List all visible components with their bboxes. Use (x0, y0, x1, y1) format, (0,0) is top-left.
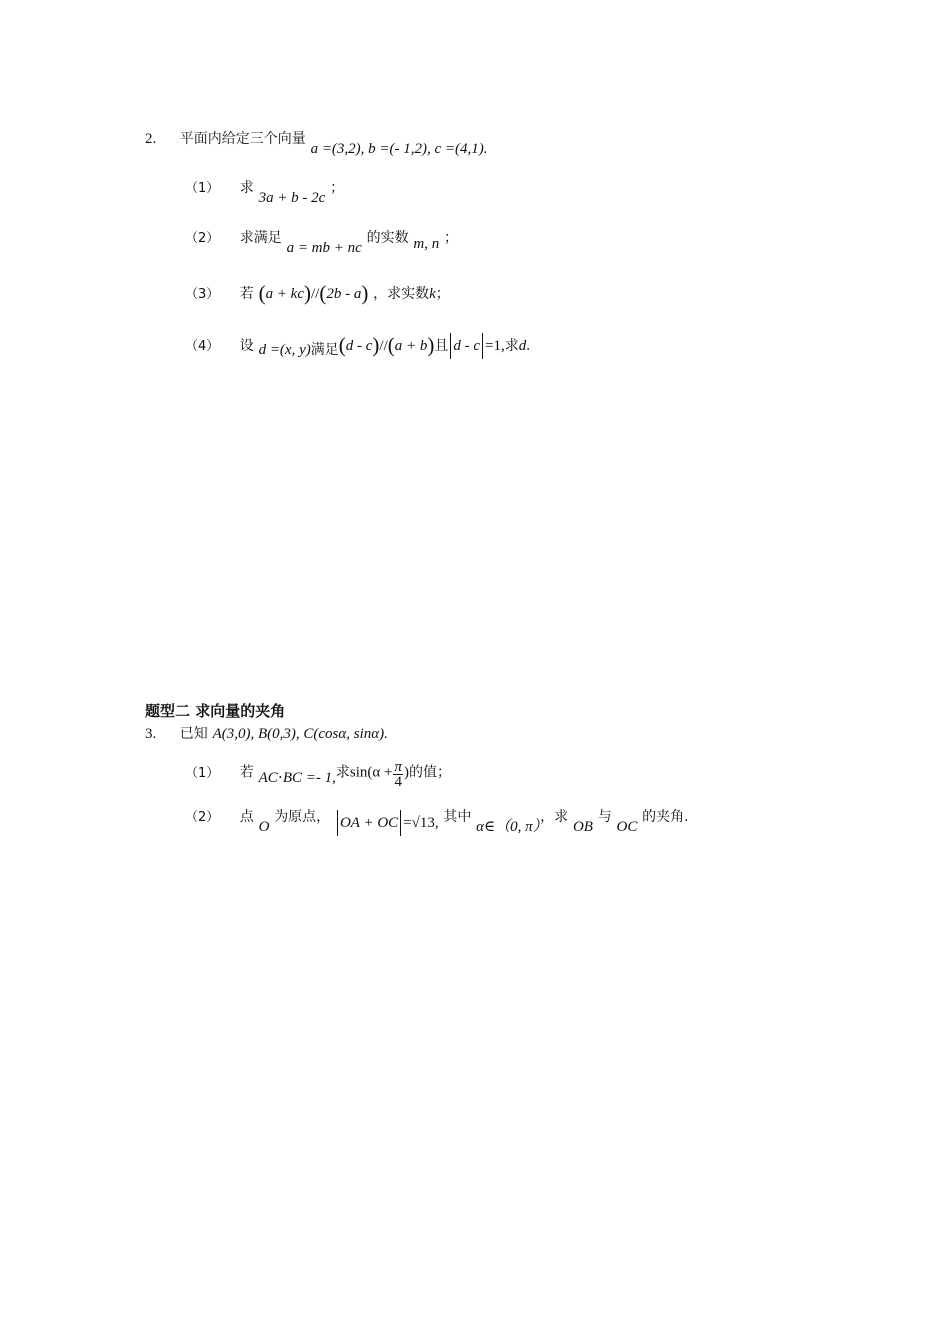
q3-part-2-range: α∈（0, π） (476, 819, 541, 835)
q2-part-3-end: ； (435, 286, 450, 302)
q2-part-2-end: ； (443, 230, 458, 246)
q3-part-2-with: 与 (597, 809, 612, 825)
q3-points: A(3,0), B(0,3), C(cosα, sinα). (212, 726, 388, 742)
q3-number: 3. (145, 726, 157, 742)
q2-part-2-vars: m, n (413, 236, 440, 252)
q2-stem (145, 128, 488, 157)
q2-part-3-label: （3） (185, 287, 220, 302)
q3-part-2-label: （2） (185, 810, 220, 825)
q3-part-2-abs: OA + OC (339, 815, 399, 831)
q3-part-1-close: ) (404, 764, 409, 781)
q2-part-2-expr: a = mb + nc (286, 240, 362, 256)
q2-part-4-expr2: a + b (394, 338, 428, 354)
q2-part-4-mid2: 且 (434, 338, 449, 354)
fraction-numerator: π (394, 759, 402, 775)
q2-part-2-mid: 的实数 (366, 230, 409, 246)
section-title: 题型二 求向量的夹角 (145, 702, 286, 720)
q2-part-1 (185, 177, 345, 206)
q2-stem-text: 平面内给定三个向量 (179, 131, 306, 147)
q3-part-2-eq: =√13, (403, 815, 439, 831)
q2-part-3-tail: ，求实数 (373, 286, 430, 302)
q2-part-1-label: （1） (185, 181, 220, 196)
q2-part-3-expr1: a + kc (265, 286, 304, 302)
q3-part-2-mid2: 其中 (443, 809, 472, 825)
q2-part-4-text: 设 (239, 338, 254, 354)
q2-part-3-var: k (429, 286, 436, 302)
q3-part-2-mid3: ，求 (540, 809, 569, 825)
q2-part-4: （4） 设 d =(x, y)满足(d - c)//(a + b)且 d - c =1,求d. (185, 333, 530, 358)
q3-part-1-tail: 的值； (409, 764, 451, 781)
q2-part-4-def: d =(x, y) (258, 342, 311, 358)
q2-part-1-end: ； (330, 180, 345, 196)
q2-part-4-parallel: // (379, 338, 388, 354)
q2-part-3-expr2: 2b - a (326, 286, 362, 302)
q2-part-4-label: （4） (185, 339, 220, 354)
q2-part-2 (185, 227, 458, 256)
q3-part-1-text: 若 (239, 764, 254, 781)
q2-part-3-parallel: // (311, 286, 320, 302)
q3-stem (145, 723, 388, 744)
q3-part-1 (185, 758, 451, 790)
q2-part-3-text: 若 (239, 286, 254, 302)
q2-part-4-mid1: 满足 (310, 342, 339, 358)
q3-part-2-OC: OC (616, 819, 638, 835)
q3-part-1-cond: AC⋅BC =- 1, (258, 769, 336, 786)
q2-part-2-text: 求满足 (239, 230, 282, 246)
q3-part-1-ask: 求 (335, 764, 350, 781)
fraction-denominator: 4 (394, 774, 402, 790)
q2-part-4-var: d (518, 338, 527, 354)
q2-part-4-end: . (526, 338, 530, 354)
q2-part-4-eq: =1, (485, 338, 505, 354)
q3-part-2-O: O (258, 819, 270, 835)
q2-part-4-expr3: d - c (453, 338, 481, 354)
q2-part-3: （3） 若 (a + kc)//(2b - a) ，求实数k； (185, 281, 450, 305)
q3-part-1-label: （1） (185, 765, 220, 781)
q3-stem-text: 已知 (179, 726, 208, 742)
q2-part-1-text: 求 (239, 180, 254, 196)
q2-part-2-label: （2） (185, 231, 220, 246)
q2-number: 2. (145, 131, 157, 147)
q3-part-1-sin: sin(α + (349, 764, 393, 781)
q3-part-2-tail: 的夹角. (642, 809, 689, 825)
q3-part-2-text: 点 (239, 809, 254, 825)
q2-vectors: a =(3,2), b =(- 1,2), c =(4,1). (310, 141, 488, 157)
q2-part-4-expr1: d - c (345, 338, 373, 354)
q3-part-2-mid1: 为原点， (274, 809, 331, 825)
pi-over-four-fraction (393, 760, 403, 789)
q2-part-1-expr: 3a + b - 2c (258, 190, 326, 206)
q3-part-2-OB: OB (572, 819, 593, 835)
q3-part-2 (185, 804, 689, 835)
q2-part-4-tail: 求 (504, 338, 519, 354)
